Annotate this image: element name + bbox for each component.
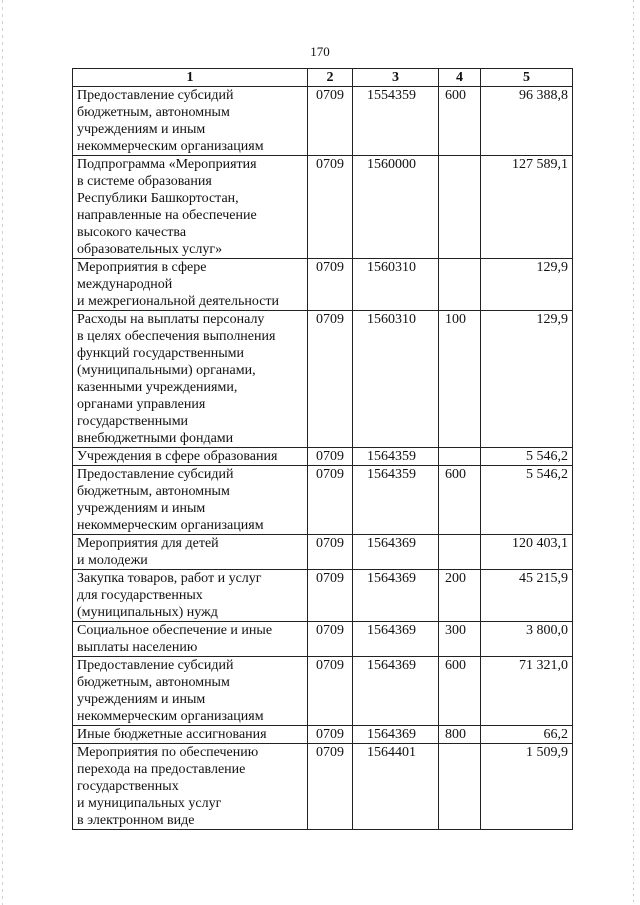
- cell-expense-kind: [439, 259, 481, 311]
- cell-name: Предоставление субсидий бюджетным, автономным учреждениям и иным некоммерческим организациям: [73, 466, 308, 535]
- cell-name: Расходы на выплаты персоналу в целях обеспечения выполнения функций государственными (муниципальными) органами, казенными учреждениями, органами управления государственными внебюджетными фондами: [73, 311, 308, 448]
- cell-name: Иные бюджетные ассигнования: [73, 726, 308, 744]
- cell-code: 1564369: [353, 535, 439, 570]
- cell-name: Социальное обеспечение и иные выплаты населению: [73, 622, 308, 657]
- cell-amount: 5 546,2: [481, 466, 573, 535]
- cell-code: 1564369: [353, 726, 439, 744]
- budget-table: [72, 68, 573, 830]
- table-row: [73, 311, 573, 448]
- cell-amount: 3 800,0: [481, 622, 573, 657]
- cell-expense-kind: 300: [439, 622, 481, 657]
- cell-amount: 127 589,1: [481, 156, 573, 259]
- cell-expense-kind: 800: [439, 726, 481, 744]
- cell-expense-kind: 600: [439, 657, 481, 726]
- cell-code: 1554359: [353, 87, 439, 156]
- cell-code: 1564359: [353, 466, 439, 535]
- cell-name: Мероприятия для детей и молодежи: [73, 535, 308, 570]
- table-row: [73, 657, 573, 726]
- cell-code: 1560310: [353, 259, 439, 311]
- table-row: [73, 726, 573, 744]
- cell-section: 0709: [308, 311, 353, 448]
- table-row: [73, 87, 573, 156]
- cell-section: 0709: [308, 570, 353, 622]
- cell-section: 0709: [308, 535, 353, 570]
- cell-amount: 120 403,1: [481, 535, 573, 570]
- cell-section: 0709: [308, 87, 353, 156]
- header-col-5: 5: [481, 69, 573, 87]
- table-row: [73, 570, 573, 622]
- cell-name: Закупка товаров, работ и услуг для государственных (муниципальных) нужд: [73, 570, 308, 622]
- cell-expense-kind: [439, 744, 481, 830]
- table-row: [73, 259, 573, 311]
- cell-expense-kind: 200: [439, 570, 481, 622]
- cell-name: Подпрограмма «Мероприятия в системе образования Республики Башкортостан, направленные на обеспечение высокого качества образовательных услуг»: [73, 156, 308, 259]
- cell-amount: 1 509,9: [481, 744, 573, 830]
- header-col-4: 4: [439, 69, 481, 87]
- table-row: [73, 466, 573, 535]
- table-row: [73, 535, 573, 570]
- cell-amount: 129,9: [481, 259, 573, 311]
- cell-expense-kind: [439, 448, 481, 466]
- scan-edge-left: [2, 0, 3, 905]
- cell-name: Предоставление субсидий бюджетным, автономным учреждениям и иным некоммерческим организациям: [73, 657, 308, 726]
- budget-table-container: [72, 68, 572, 830]
- header-col-1: 1: [73, 69, 308, 87]
- cell-amount: 96 388,8: [481, 87, 573, 156]
- cell-code: 1564369: [353, 570, 439, 622]
- cell-code: 1564369: [353, 657, 439, 726]
- cell-section: 0709: [308, 259, 353, 311]
- cell-amount: 71 321,0: [481, 657, 573, 726]
- cell-code: 1564359: [353, 448, 439, 466]
- cell-expense-kind: [439, 156, 481, 259]
- cell-section: 0709: [308, 622, 353, 657]
- cell-section: 0709: [308, 448, 353, 466]
- cell-section: 0709: [308, 466, 353, 535]
- cell-expense-kind: 100: [439, 311, 481, 448]
- header-row: [73, 69, 573, 87]
- cell-section: 0709: [308, 744, 353, 830]
- cell-code: 1564369: [353, 622, 439, 657]
- cell-section: 0709: [308, 657, 353, 726]
- cell-code: 1564401: [353, 744, 439, 830]
- header-col-2: 2: [308, 69, 353, 87]
- table-row: [73, 622, 573, 657]
- cell-section: 0709: [308, 726, 353, 744]
- cell-name: Мероприятия по обеспечению перехода на предоставление государственных и муниципальных услуг в электронном виде: [73, 744, 308, 830]
- cell-expense-kind: 600: [439, 466, 481, 535]
- cell-expense-kind: 600: [439, 87, 481, 156]
- scan-edge-right: [633, 0, 634, 905]
- cell-code: 1560000: [353, 156, 439, 259]
- page-number: 170: [310, 44, 330, 59]
- cell-amount: 45 215,9: [481, 570, 573, 622]
- cell-amount: 129,9: [481, 311, 573, 448]
- cell-section: 0709: [308, 156, 353, 259]
- table-row: [73, 744, 573, 830]
- cell-name: Учреждения в сфере образования: [73, 448, 308, 466]
- cell-amount: 66,2: [481, 726, 573, 744]
- cell-name: Мероприятия в сфере международной и межрегиональной деятельности: [73, 259, 308, 311]
- cell-amount: 5 546,2: [481, 448, 573, 466]
- cell-code: 1560310: [353, 311, 439, 448]
- table-row: [73, 156, 573, 259]
- cell-expense-kind: [439, 535, 481, 570]
- table-body: [73, 87, 573, 830]
- cell-name: Предоставление субсидий бюджетным, автономным учреждениям и иным некоммерческим организациям: [73, 87, 308, 156]
- table-row: [73, 448, 573, 466]
- header-col-3: 3: [353, 69, 439, 87]
